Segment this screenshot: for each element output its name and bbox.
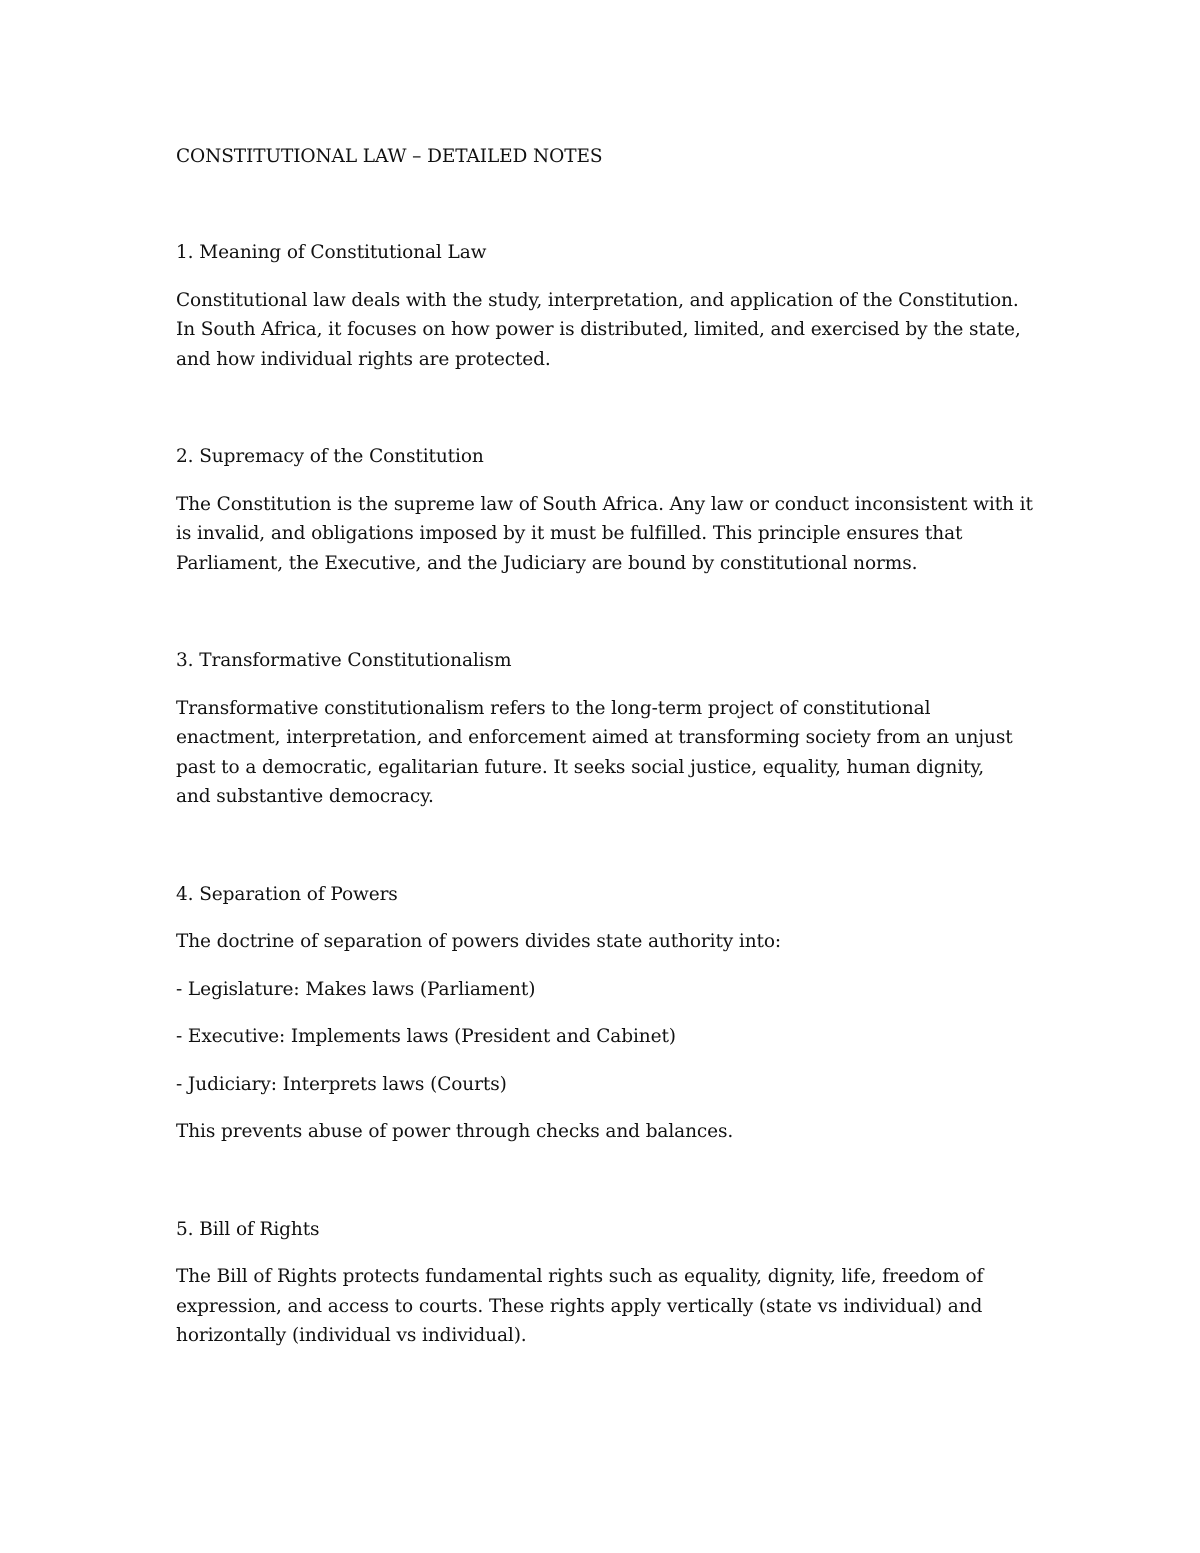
section-paragraph-transformative: Transformative constitutionalism refers to the long-term project of constitutional enactment, interpretation, and enforcement aimed at transforming society from an unjust past to a democratic, egalitarian future. It seeks social justice, equality, human dignity, and substantive democracy. — [176, 697, 1013, 807]
list-item-executive: - Executive: Implements laws (President and Cabinet) — [176, 1026, 676, 1047]
section-heading-meaning: 1. Meaning of Constitutional Law — [176, 242, 487, 263]
section-heading-transformative: 3. Transformative Constitutionalism — [176, 650, 512, 671]
section-paragraph-bill-of-rights: The Bill of Rights protects fundamental rights such as equality, dignity, life, freedom of expression, and access to courts. These rights apply vertically (state vs individual) and horizontally (individual vs individual). — [176, 1266, 984, 1346]
list-item-legislature: - Legislature: Makes laws (Parliament) — [176, 978, 536, 1000]
section-heading-supremacy: 2. Supremacy of the Constitution — [176, 446, 484, 467]
section-intro-separation: The doctrine of separation of powers divides state authority into: — [176, 931, 782, 952]
section-paragraph-meaning: Constitutional law deals with the study, interpretation, and application of the Constitution. In South Africa, it focuses on how power is distributed, limited, and exercised by the state, and how individual rights are protected. — [176, 289, 1021, 370]
document-title: CONSTITUTIONAL LAW – DETAILED NOTES — [176, 146, 603, 167]
document-content — [176, 142, 1036, 1351]
section-paragraph-supremacy: The Constitution is the supreme law of South Africa. Any law or conduct inconsistent with it is invalid, and obligations imposed by it must be fulfilled. This principle ensures that Parliament, the Executive, and the Judiciary are bound by constitutional norms. — [176, 493, 1033, 574]
list-item-judiciary: - Judiciary: Interprets laws (Courts) — [176, 1073, 507, 1095]
section-heading-bill-of-rights: 5. Bill of Rights — [176, 1218, 320, 1240]
section-heading-separation: 4. Separation of Powers — [176, 883, 398, 905]
section-closing-separation: This prevents abuse of power through checks and balances. — [176, 1121, 734, 1142]
